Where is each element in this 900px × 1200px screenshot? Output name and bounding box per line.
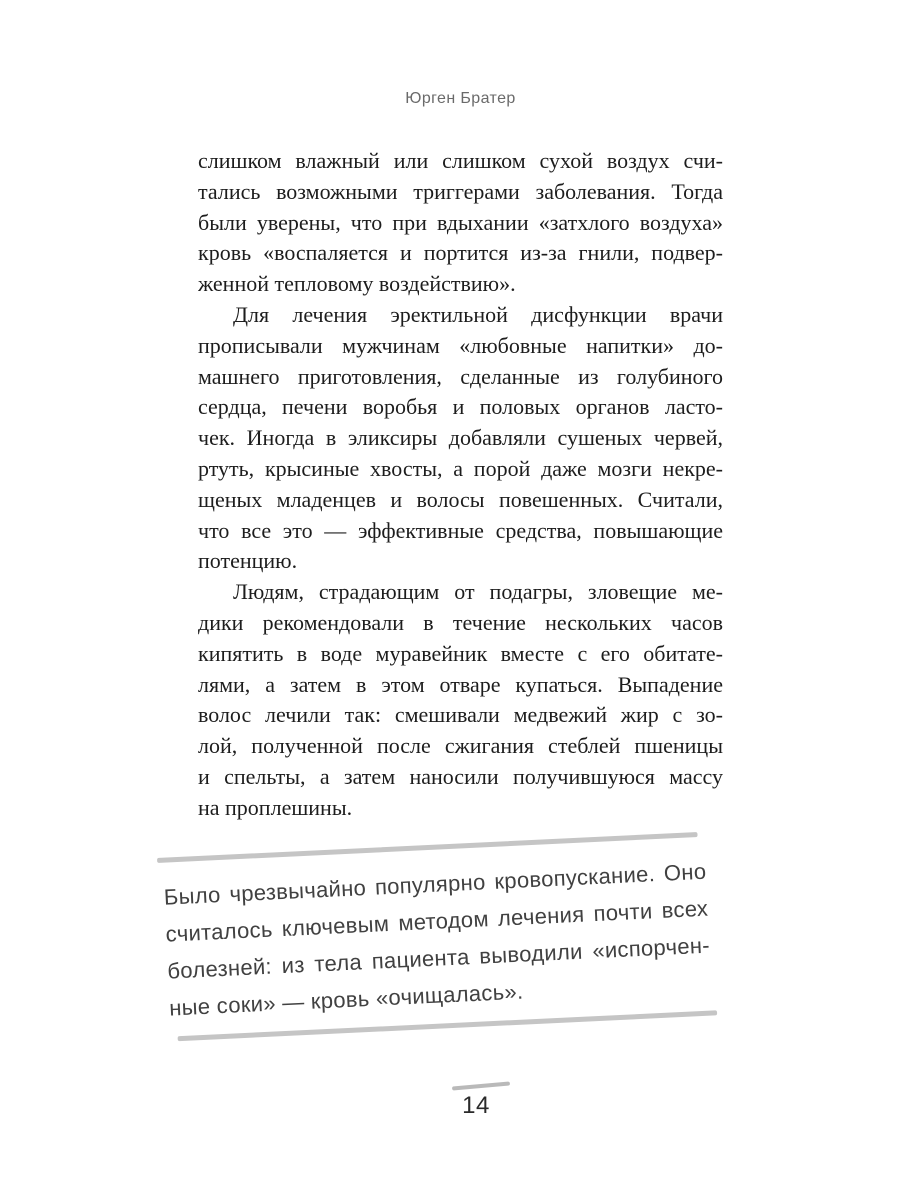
text-line: Для лечения эректильной дисфункции врачи (233, 301, 723, 327)
text-line: тались возможными триггерами заболевания. Тогда (198, 178, 723, 204)
footer-rule (452, 1081, 510, 1090)
text-line: волос лечили так: смешивали медвежий жир с зо- (198, 702, 723, 728)
text-line: Людям, страдающим от подагры, зловещие ме- (233, 579, 723, 605)
text-line: щеных младенцев и волосы повешенных. Считали, (198, 486, 723, 512)
text-line: слишком влажный или слишком сухой воздух счи- (198, 148, 723, 173)
pull-quote-callout (157, 832, 713, 1042)
callout-line: считалось ключевым методом лечения почти всех (165, 895, 709, 947)
callout-line: болезней: из тела пациента выводили «испорчен- (166, 932, 711, 984)
callout-text (163, 853, 712, 1027)
callout-line: ные соки» — кровь «очищалась». (168, 978, 524, 1021)
text-line: ртуть, крысиные хвосты, а порой даже мозги некре- (198, 455, 723, 481)
text-line: и спельты, а затем наносили получившуюся массу (198, 763, 723, 789)
text-line: на проплешины. (198, 794, 353, 820)
text-line: были уверены, что при вдыхании «затхлого воздуха» (198, 209, 723, 235)
text-line: кровь «воспаляется и портится из-за гнили, подвер- (198, 240, 723, 266)
text-line: лой, полученной после сжигания стеблей пшеницы (198, 733, 723, 759)
running-header-author: Юрген Братер (405, 90, 516, 107)
paragraph (198, 146, 723, 300)
text-line: машнего приготовления, сделанные из голубиного (198, 363, 723, 389)
paragraph (198, 300, 723, 577)
text-line: дики рекомендовали в течение нескольких часов (198, 609, 723, 635)
text-line: кипятить в воде муравейник вместе с его обитате- (198, 640, 723, 666)
text-line: прописывали мужчинам «любовные напитки» до- (198, 332, 723, 358)
text-line: чек. Иногда в эликсиры добавляли сушеных червей, (198, 425, 723, 451)
body-text-column (198, 146, 723, 824)
text-line: что все это — эффективные средства, повышающие (198, 517, 723, 543)
callout-line: Было чрезвычайно популярно кровопускание. Оно (163, 858, 707, 910)
paragraph (198, 577, 723, 823)
page-number: 14 (462, 1092, 490, 1119)
text-line: женной тепловому воздействию». (198, 271, 516, 297)
text-line: лями, а затем в этом отваре купаться. Выпадение (198, 671, 723, 697)
text-line: сердца, печени воробья и половых органов ласто- (198, 394, 723, 420)
text-line: потенцию. (198, 548, 298, 574)
